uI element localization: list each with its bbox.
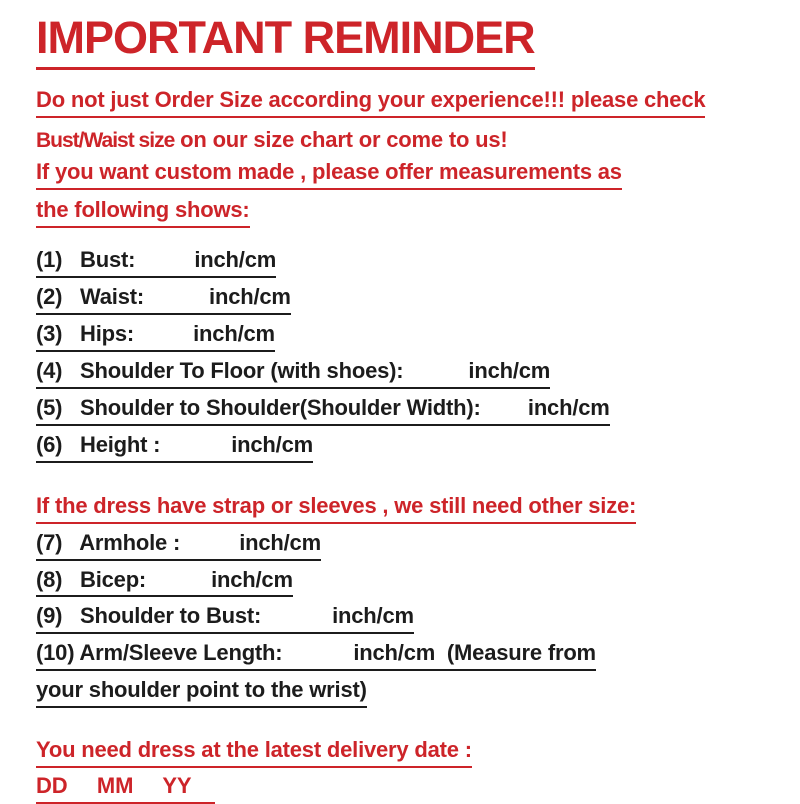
size-chart-line bbox=[36, 127, 508, 152]
custom-made-line: If you want custom made , please offer measurements as bbox=[36, 159, 622, 190]
following-shows-row bbox=[36, 197, 774, 228]
measurement-item-6-text: (6) Height : inch/cm bbox=[36, 432, 313, 463]
measurement-item-5-text: (5) Shoulder to Shoulder(Shoulder Width): inch/cm bbox=[36, 395, 610, 426]
warning-order-size-row bbox=[36, 87, 774, 118]
measurement-item-3 bbox=[36, 321, 774, 352]
measurement-item-8 bbox=[36, 567, 774, 598]
size-chart-rest: on our size chart or come to us! bbox=[174, 127, 508, 153]
measurement-item-2-text: (2) Waist: inch/cm bbox=[36, 284, 291, 315]
measurement-item-9 bbox=[36, 603, 774, 634]
measurement-item-10-continued-text: your shoulder point to the wrist) bbox=[36, 677, 367, 708]
warning-order-size-line: Do not just Order Size according your experience!!! please check bbox=[36, 87, 705, 118]
measurement-item-10-continued bbox=[36, 677, 774, 708]
measurement-item-1-text: (1) Bust: inch/cm bbox=[36, 247, 276, 278]
strap-sleeve-heading-row bbox=[36, 493, 774, 524]
measurement-item-9-text: (9) Shoulder to Bust: inch/cm bbox=[36, 603, 414, 634]
measurement-item-10-text: (10) Arm/Sleeve Length: inch/cm (Measure from bbox=[36, 640, 596, 671]
strap-sleeve-list bbox=[36, 530, 774, 709]
delivery-heading-row bbox=[36, 737, 774, 768]
measurement-item-8-text: (8) Bicep: inch/cm bbox=[36, 567, 293, 598]
delivery-date-row bbox=[36, 773, 774, 804]
title-row bbox=[36, 14, 774, 70]
measurement-item-1 bbox=[36, 247, 774, 278]
measurement-item-7-text: (7) Armhole : inch/cm bbox=[36, 530, 321, 561]
page-title: IMPORTANT REMINDER bbox=[36, 14, 535, 70]
measurement-item-6 bbox=[36, 432, 774, 463]
measurement-item-10 bbox=[36, 640, 774, 671]
measurement-item-5 bbox=[36, 395, 774, 426]
size-chart-row bbox=[36, 127, 774, 154]
basic-measurements-list bbox=[36, 247, 774, 463]
bust-waist-highlight: Bust/Waist size bbox=[36, 129, 175, 153]
delivery-heading: You need dress at the latest delivery date : bbox=[36, 737, 472, 768]
measurement-item-4 bbox=[36, 358, 774, 389]
measurement-item-3-text: (3) Hips: inch/cm bbox=[36, 321, 275, 352]
custom-made-row bbox=[36, 159, 774, 190]
following-shows-line: the following shows: bbox=[36, 197, 250, 228]
delivery-date-placeholders: DD MM YY bbox=[36, 773, 215, 804]
strap-sleeve-heading: If the dress have strap or sleeves , we still need other size: bbox=[36, 493, 636, 524]
measurement-item-4-text: (4) Shoulder To Floor (with shoes): inch/cm bbox=[36, 358, 550, 389]
measurement-item-2 bbox=[36, 284, 774, 315]
measurement-item-7 bbox=[36, 530, 774, 561]
